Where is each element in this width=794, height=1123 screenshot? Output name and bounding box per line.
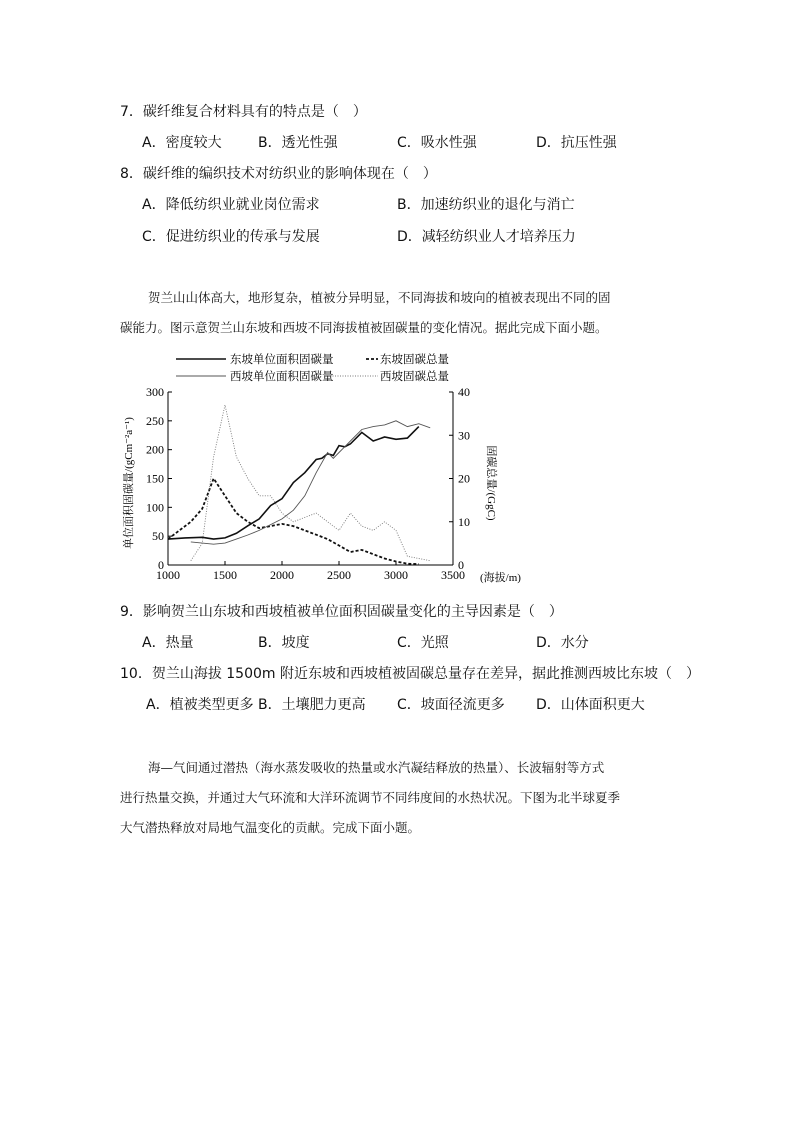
y2-tick-label: 30 (458, 428, 470, 443)
q8-option-d[interactable]: D．减轻纺织业人才培养压力 (397, 229, 576, 245)
q9-option-c[interactable]: C．光照 (397, 635, 449, 651)
chart-series (168, 405, 430, 564)
q10-option-b[interactable]: B．土壤肥力更高 (258, 697, 366, 713)
y-axis-label: 单位面积固碳量/(gCm⁻²a⁻¹) (123, 417, 135, 549)
x-tick-label: 3500 (441, 568, 465, 582)
q10-option-d[interactable]: D．山体面积更大 (536, 697, 645, 713)
x-tick-label: 1500 (213, 568, 237, 582)
q10-option-c[interactable]: C．坡面径流更多 (397, 697, 505, 713)
legend-label-3: 西坡单位面积固碳量 (230, 371, 334, 383)
y-tick-label: 150 (146, 471, 164, 486)
passage-latent-heat (120, 758, 680, 838)
passage1-line2: 碳能力。图示意贺兰山东坡和西坡不同海拔植被固碳量的变化情况。据此完成下面小题。 (120, 320, 608, 335)
legend-label-1: 东坡单位面积固碳量 (230, 354, 334, 366)
question-7-stem: 7．碳纤维复合材料具有的特点是（ ） (120, 104, 367, 120)
passage-helan-mountain (120, 288, 680, 338)
legend-label-4: 西坡固碳总量 (380, 371, 449, 383)
question-8-stem: 8．碳纤维的编织技术对纺织业的影响体现在（ ） (120, 166, 437, 182)
y-tick-label: 300 (146, 385, 164, 399)
y-tick-label: 50 (152, 529, 164, 544)
y2-tick-label: 20 (458, 471, 470, 486)
y-tick-label: 0 (158, 558, 164, 572)
x-tick-label: 3000 (384, 568, 408, 582)
x-tick-label: 2500 (327, 568, 351, 582)
passage2-line3: 大气潜热释放对局地气温变化的贡献。完成下面小题。 (120, 820, 421, 835)
carbon-sequestration-chart (118, 345, 538, 590)
y2-tick-label: 40 (458, 385, 470, 399)
q7-option-c[interactable]: C．吸水性强 (397, 135, 477, 151)
q9-option-a[interactable]: A．热量 (142, 635, 194, 651)
q9-option-b[interactable]: B．坡度 (258, 635, 310, 651)
q9-option-d[interactable]: D．水分 (536, 635, 589, 651)
passage1-line1: 贺兰山山体高大，地形复杂，植被分异明显，不同海拔和坡向的植被表现出不同的固 (148, 290, 611, 305)
q7-option-d[interactable]: D．抗压性强 (536, 135, 617, 151)
y-tick-label: 200 (146, 442, 164, 457)
x-axis-label: (海拔/m) (480, 572, 521, 584)
y-tick-label: 100 (146, 500, 164, 515)
passage2-line1: 海—气间通过潜热（海水蒸发吸收的热量或水汽凝结释放的热量）、长波辐射等方式 (148, 760, 605, 775)
y-tick-label: 250 (146, 413, 164, 428)
chart-axes (146, 385, 470, 582)
x-tick-label: 2000 (270, 568, 294, 582)
q10-option-a[interactable]: A．植被类型更多 (146, 697, 254, 713)
q7-option-a[interactable]: A．密度较大 (142, 135, 222, 151)
q8-option-b[interactable]: B．加速纺织业的退化与消亡 (397, 197, 575, 213)
passage2-line2: 进行热量交换，并通过大气环流和大洋环流调节不同纬度间的水热状况。下图为北半球夏季 (120, 790, 621, 805)
q8-option-c[interactable]: C．促进纺织业的传承与发展 (142, 229, 320, 245)
q8-option-a[interactable]: A．降低纺织业就业岗位需求 (142, 197, 320, 213)
y2-tick-label: 0 (458, 558, 464, 572)
question-10-stem: 10．贺兰山海拔 1500m 附近东坡和西坡植被固碳总量存在差异，据此推测西坡比东坡（ ） (120, 666, 700, 682)
y2-tick-label: 10 (458, 514, 470, 529)
y2-axis-label: 固碳总量/(GgC) (485, 445, 497, 521)
q7-option-b[interactable]: B．透光性强 (258, 135, 338, 151)
chart-legend (176, 352, 449, 383)
legend-label-2: 东坡固碳总量 (380, 354, 449, 366)
question-9-stem: 9．影响贺兰山东坡和西坡植被单位面积固碳量变化的主导因素是（ ） (120, 604, 563, 620)
x-tick-label: 1000 (156, 568, 180, 582)
